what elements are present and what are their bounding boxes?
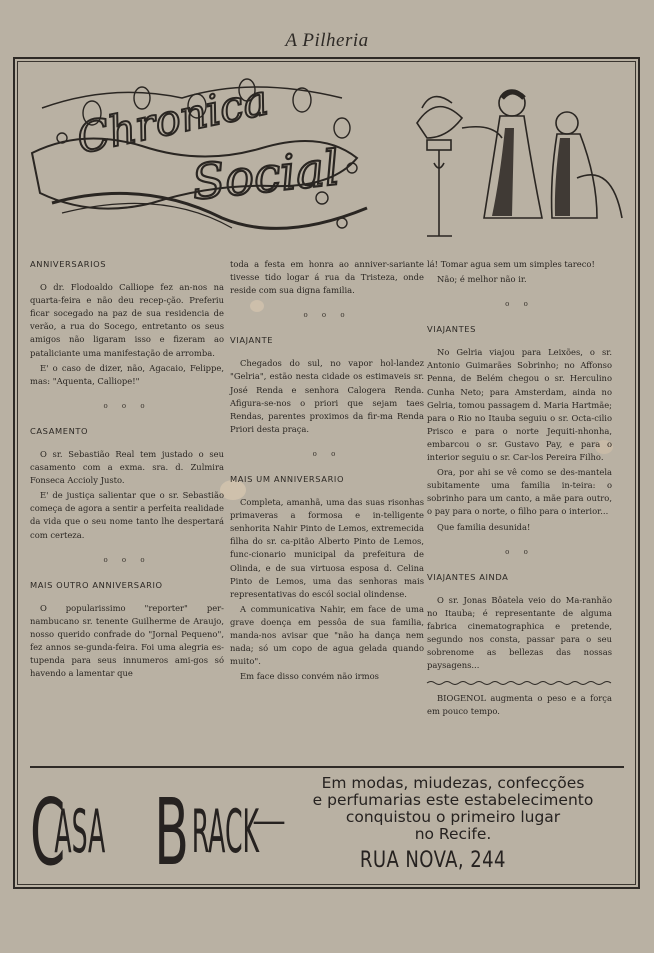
brand-letter-b: B [154,778,190,887]
article-paragraph: E' de justiça salientar que o sr. Sebastião começa de agora a sentir a perfeita realidade da vida que o seu nome tanto lhe despertará com certeza. [30,490,224,540]
ornament-dots: o o o [103,401,151,410]
article-paragraph: Não; é melhor não ir. [437,274,527,285]
article-paragraph: A communicativa Nahir, em face de uma grave doença em pessôa de sua familia, manda-nos avisar que "não ha dança nem nada; só um copo de agua gelada quando muito". [230,603,424,667]
ad-line: no Recife. [414,825,492,843]
casa-brack-logo [30,778,286,887]
section-heading: VIAJANTE [230,335,274,346]
ad-line: e perfumarias este estabelecimento [312,791,594,809]
article-paragraph: Chegados do sul, no vapor hol-landez "Gelria", estão nesta cidade os estimaveis sr. José Renda e senhora Calogera Renda. Afigura-se-nos o priori que sejam taes Rendas, parentes proximos da fir-ma Renda Priori desta praça. [230,358,424,434]
section-heading: MAIS UM ANNIVERSARIO [230,473,345,484]
article-paragraph: No Gelria viajou para Leixões, o sr. Antonio Guimarães Sobrinho; no Affonso Penna, de Belém chegou o sr. Herculino Cunha Neto; para Amsterdam, ainda no Gelria, tomou passagem d. Maria Hartmãe; para o Rio no Itauba seguiu o sr. Octa-cilio Prisco e para o norte Jequiti-nhonha, embarcou o sr. Gustavo Pay, e para o interior seguiu o sr. Car-los Pereira Filho. [427,347,612,463]
article-paragraph: O popularissimo "reporter" per-nambucano sr. tenente Guilherme de Araujo, nosso querido confrade do "Jornal Pequeno", fez annos se-gunda-feira. Foi uma alegria es-tupenda para seus innumeros ami-gos só havendo a lamentar que [30,602,224,679]
brand-letters-asa: ASA [54,795,106,867]
ornament-dots: o o o [103,555,151,564]
wavy-rule [427,680,612,686]
ad-line: Em modas, miudezas, confecções [321,774,585,792]
advertisement-copy [288,775,618,843]
brand-letters-rack: RACK [191,795,260,867]
column-3 [427,258,612,720]
brand-letter-c: C [30,778,66,887]
section-heading: ANNIVERSARIOS [30,259,107,269]
article-paragraph: toda a festa em honra ao anniver-sariante tivesse tido logar á rua da Tristeza, onde reside com sua digna familia. [230,259,424,296]
article-paragraph: O sr. Jonas Bôatela veio do Ma-ranhão no Itauba; é representante de alguma fabrica cinematographica e pretende, segundo nos consta, passar para o seu sobrenome as bellezas das nossas paysagens... [427,594,612,671]
article-paragraph: O sr. Sebastião Real tem justado o seu casamento com a exma. sra. d. Zulmira Fonseca Accioly Justo. [30,448,224,486]
section-heading: VIAJANTES [427,324,476,335]
running-head: A Pilheria [285,30,369,51]
ad-address: RUA NOVA, 244 [359,848,506,873]
chronica-social-banner [22,68,632,246]
section-heading: CASAMENTO [30,425,89,436]
brand-dash: — [252,801,286,841]
article-paragraph: E' o caso de dizer, não, Agacaio, Felippe, mas: "Aquenta, Calliope!" [30,362,224,386]
column-1 [30,258,224,682]
ad-line: conquistou o primeiro lugar [345,808,561,826]
advertisement-rule [30,766,624,768]
section-heading: VIAJANTES AINDA [427,571,509,582]
ornament-dots: o o [505,300,534,309]
section-heading: MAIS OUTRO ANNIVERSARIO [30,579,163,590]
article-paragraph: lá! Tomar agua sem um simples tareco! [427,259,595,269]
article-paragraph: Em face disso convém não irmos [240,671,379,682]
ornament-dots: o o [505,547,534,556]
column-2 [230,258,424,685]
article-paragraph: O dr. Flodoaldo Calliope fez an-nos na quarta-feira e não deu recep-ção. Preferiu ficar socegado na paz de sua residencia de verão, a rua do Socego, entretanto os seus amigos não ligaram isso e fizeram ao pataliciante uma manifestação de arromba. [30,282,224,358]
ornament-dots: o o o [303,311,351,320]
banner-title-line1: Chronica [72,74,273,164]
ornament-dots: o o [312,449,342,458]
banner-title-line2: Social [189,139,343,212]
article-paragraph: Que familia desunida! [437,521,531,532]
article-paragraph: Ora, por ahi se vê como se des-mantela subitamente uma familia in-teira: o sobrinho para um canto, a mãe para outro, o pay para o norte, o filho para o interior... [427,467,612,517]
biogenol-notice: BIOGENOL augmenta o peso e a força em pouco tempo. [427,693,612,717]
article-paragraph: Completa, amanhã, uma das suas risonhas primaveras a formosa e in-telligente senhorita Nahir Pinto de Lemos, extremecida filha do sr. ca-pitão Alberto Pinto de Lemos, func-cionario municipal da prefeitura de Olinda, e de sua virtuosa esposa d. Celina Pinto de Lemos, uma das senhoras mais representativas do escól social olindense. [230,497,424,599]
